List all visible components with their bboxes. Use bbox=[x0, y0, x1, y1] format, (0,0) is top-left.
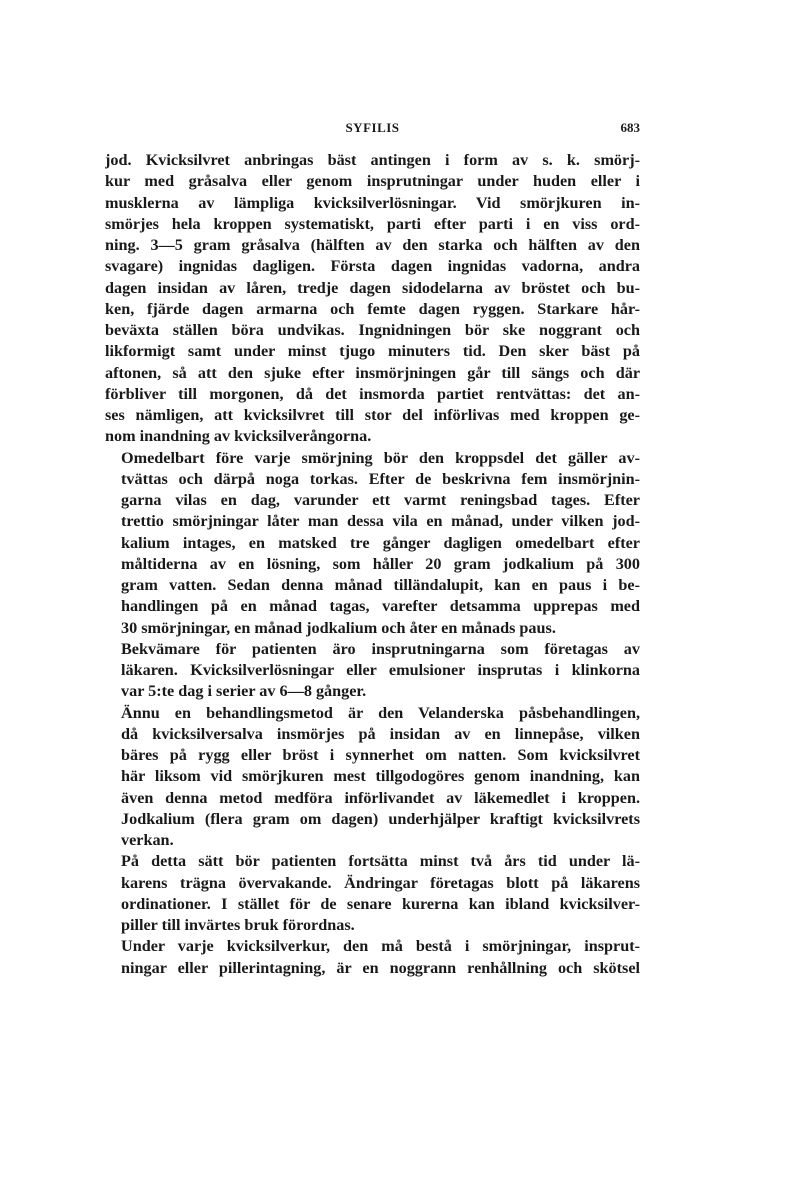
text-line: beväxta ställen böra undvikas. Ingnidningen bör ske noggrant och bbox=[105, 321, 640, 339]
text-line: Ännu en behandlingsmetod är den Velanderska påsbehandlingen, bbox=[121, 703, 640, 722]
text-line: musklerna av lämpliga kvicksilverlösningar. Vid smörjkuren in- bbox=[105, 193, 640, 212]
text-line: var 5:te dag i serier av 6—8 gånger. bbox=[121, 682, 367, 701]
body-text bbox=[105, 150, 640, 979]
text-line: aftonen, så att den sjuke efter insmörjningen går till sängs och där bbox=[105, 363, 640, 382]
text-line: ningar eller pillerintagning, är en noggrann renhållning och skötsel bbox=[121, 958, 640, 977]
text-line: ken, fjärde dagen armarna och femte dagen ryggen. Starkare hår- bbox=[105, 299, 640, 318]
text-line: På detta sätt bör patienten fortsätta minst två års tid under lä- bbox=[121, 852, 640, 871]
text-line: likformigt samt under minst tjugo minuters tid. Den sker bäst på bbox=[105, 342, 640, 361]
text-line: tvättas och därpå noga torkas. Efter de beskrivna fem insmörjnin- bbox=[121, 469, 640, 488]
text-line: Under varje kvicksilverkur, den må bestå i smörjningar, insprut- bbox=[121, 937, 640, 956]
running-title: SYFILIS bbox=[345, 120, 400, 135]
paragraph bbox=[105, 639, 640, 703]
text-line: kur med gråsalva eller genom insprutningar under huden eller i bbox=[105, 172, 640, 191]
text-line: Omedelbart före varje smörjning bör den kroppsdel det gäller av- bbox=[121, 448, 640, 467]
text-line: Jodkalium (flera gram om dagen) underhjälper kraftigt kvicksilvrets bbox=[121, 809, 640, 828]
page-header bbox=[105, 120, 640, 140]
text-line: Bekvämare för patienten äro insprutningarna som företagas av bbox=[121, 639, 640, 658]
text-line: gram vatten. Sedan denna månad tilländalupit, kan en paus i be- bbox=[121, 576, 640, 594]
text-line: måltiderna av en lösning, som håller 20 gram jodkalium på 300 bbox=[121, 554, 640, 573]
text-line: ses nämligen, att kvicksilvret till stor del införlivas med kroppen ge- bbox=[105, 406, 640, 424]
text-line: verkan. bbox=[121, 831, 174, 849]
text-line: kalium intages, en matsked tre gånger dagligen omedelbart efter bbox=[121, 533, 640, 552]
text-line: förbliver till morgonen, då det insmorda partiet rentvättas: det an- bbox=[105, 384, 640, 403]
text-line: nom inandning av kvicksilverångorna. bbox=[105, 427, 372, 446]
text-line: jod. Kvicksilvret anbringas bäst antingen i form av s. k. smörj- bbox=[105, 151, 640, 169]
page-number: 683 bbox=[620, 120, 640, 135]
paragraph bbox=[105, 703, 640, 852]
text-line: smörjes hela kroppen systematiskt, parti efter parti i en viss ord- bbox=[105, 214, 640, 233]
text-line: ordinationer. I stället för de senare kurerna kan ibland kvicksilver- bbox=[121, 894, 640, 913]
text-line: karens trägna övervakande. Ändringar företagas blott på läkarens bbox=[121, 873, 640, 892]
paragraph bbox=[105, 150, 640, 448]
paragraph bbox=[105, 448, 640, 639]
text-line: dagen insidan av låren, tredje dagen sidodelarna av bröstet och bu- bbox=[105, 278, 640, 297]
text-line: garna vilas en dag, varunder ett varmt reningsbad tages. Efter bbox=[121, 491, 640, 509]
text-line: här liksom vid smörjkuren mest tillgodogöres genom inandning, kan bbox=[121, 767, 640, 786]
text-line: läkaren. Kvicksilverlösningar eller emulsioner insprutas i klinkorna bbox=[121, 661, 640, 679]
paragraph bbox=[105, 851, 640, 936]
text-line: bäres på rygg eller bröst i synnerhet om natten. Som kvicksilvret bbox=[121, 746, 640, 764]
text-line: 30 smörjningar, en månad jodkalium och åter en månads paus. bbox=[121, 618, 556, 637]
text-line: svagare) ingnidas dagligen. Första dagen ingnidas vadorna, andra bbox=[105, 257, 640, 276]
paragraph bbox=[105, 936, 640, 979]
text-line: piller till invärtes bruk förordnas. bbox=[121, 916, 355, 934]
text-line: ning. 3—5 gram gråsalva (hälften av den starka och hälften av den bbox=[105, 236, 640, 254]
text-line: trettio smörjningar låter man dessa vila en månad, under vilken jod- bbox=[121, 512, 640, 531]
text-line: handlingen på en månad tagas, varefter detsamma upprepas med bbox=[121, 597, 640, 616]
text-line: även denna metod medföra införlivandet av läkemedlet i kroppen. bbox=[121, 788, 640, 807]
text-line: då kvicksilversalva insmörjes på insidan av en linnepåse, vilken bbox=[121, 724, 640, 743]
